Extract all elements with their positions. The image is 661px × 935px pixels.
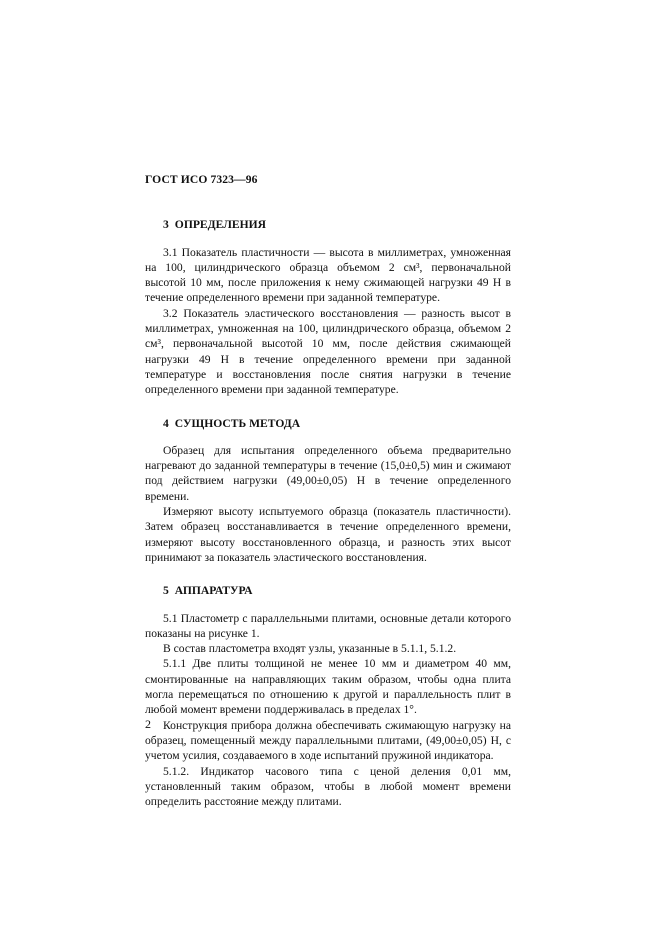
section-4-heading <box>145 416 511 431</box>
page-number: 2 <box>145 717 151 731</box>
paragraph-5-1-intro: В состав пластометра входят узлы, указанные в 5.1.1, 5.1.2. <box>163 642 457 656</box>
section-3-heading <box>145 217 511 232</box>
section-4-title: СУЩНОСТЬ МЕТОДА <box>174 416 301 430</box>
paragraph-3-1: 3.1 Показатель пластичности — высота в миллиметрах, умноженная на 100, цилиндрического образца объемом 2 см³, первоначальной высотой 10 мм, после приложения к нему сжимающей нагрузки 49 Н в течение определенного времени при заданной температуре. <box>145 245 511 305</box>
section-4-number: 4 <box>163 416 169 430</box>
section-3-number: 3 <box>163 218 169 232</box>
paragraph-4-1: Образец для испытания определенного объема предварительно нагревают до заданной температуры в течение (15,0±0,5) мин и сжимают под действием нагрузки (49,00±0,05) Н в течение определенного времени. <box>145 443 511 503</box>
document-header: ГОСТ ИСО 7323—96 <box>145 173 258 186</box>
document-page <box>145 172 511 809</box>
paragraph-4-2: Измеряют высоту испытуемого образца (показатель пластичности). Затем образец восстанавливается в течение определенного времени, измеряют высоту восстановленного образца, и разность этих высот принимают за показатель эластического восстановления. <box>145 505 511 564</box>
section-5-title: АППАРАТУРА <box>174 584 253 598</box>
section-5-heading <box>145 583 511 598</box>
paragraph-5-1-1: 5.1.1 Две плиты толщиной не менее 10 мм и диаметром 40 мм, смонтированные на направляющих таким образом, чтобы одна плита могла перемещаться по отношению к другой и параллельность плит в любой момент времени поддерживалась в пределах 1°. <box>145 657 511 717</box>
section-5-number: 5 <box>163 584 169 598</box>
paragraph-5-1: 5.1 Пластометр с параллельными плитами, основные детали которого показаны на рисунке 1. <box>145 611 511 640</box>
section-3-title: ОПРЕДЕЛЕНИЯ <box>174 218 266 232</box>
paragraph-5-1-2: 5.1.2. Индикатор часового типа с ценой деления 0,01 мм, установленный таким образом, чтобы в любой момент времени определить расстояние между плитами. <box>145 764 511 809</box>
paragraph-3-2: 3.2 Показатель эластического восстановления — разность высот в миллиметрах, умноженная на 100, цилиндрического образца, объемом 2 см³, первоначальной высотой 10 мм, после действия сжимающей нагрузки 49 Н в течение определенного времени при заданной температуре и восстановления после снятия нагрузки в течение определенного времени при заданной температуре. <box>145 306 511 397</box>
paragraph-5-1-1-load: Конструкция прибора должна обеспечивать сжимающую нагрузку на образец, помещенный между параллельными плитами, (49,00±0,05) Н, с учетом усилия, создаваемого в ходе испытаний пружиной индикатора. <box>145 718 511 763</box>
